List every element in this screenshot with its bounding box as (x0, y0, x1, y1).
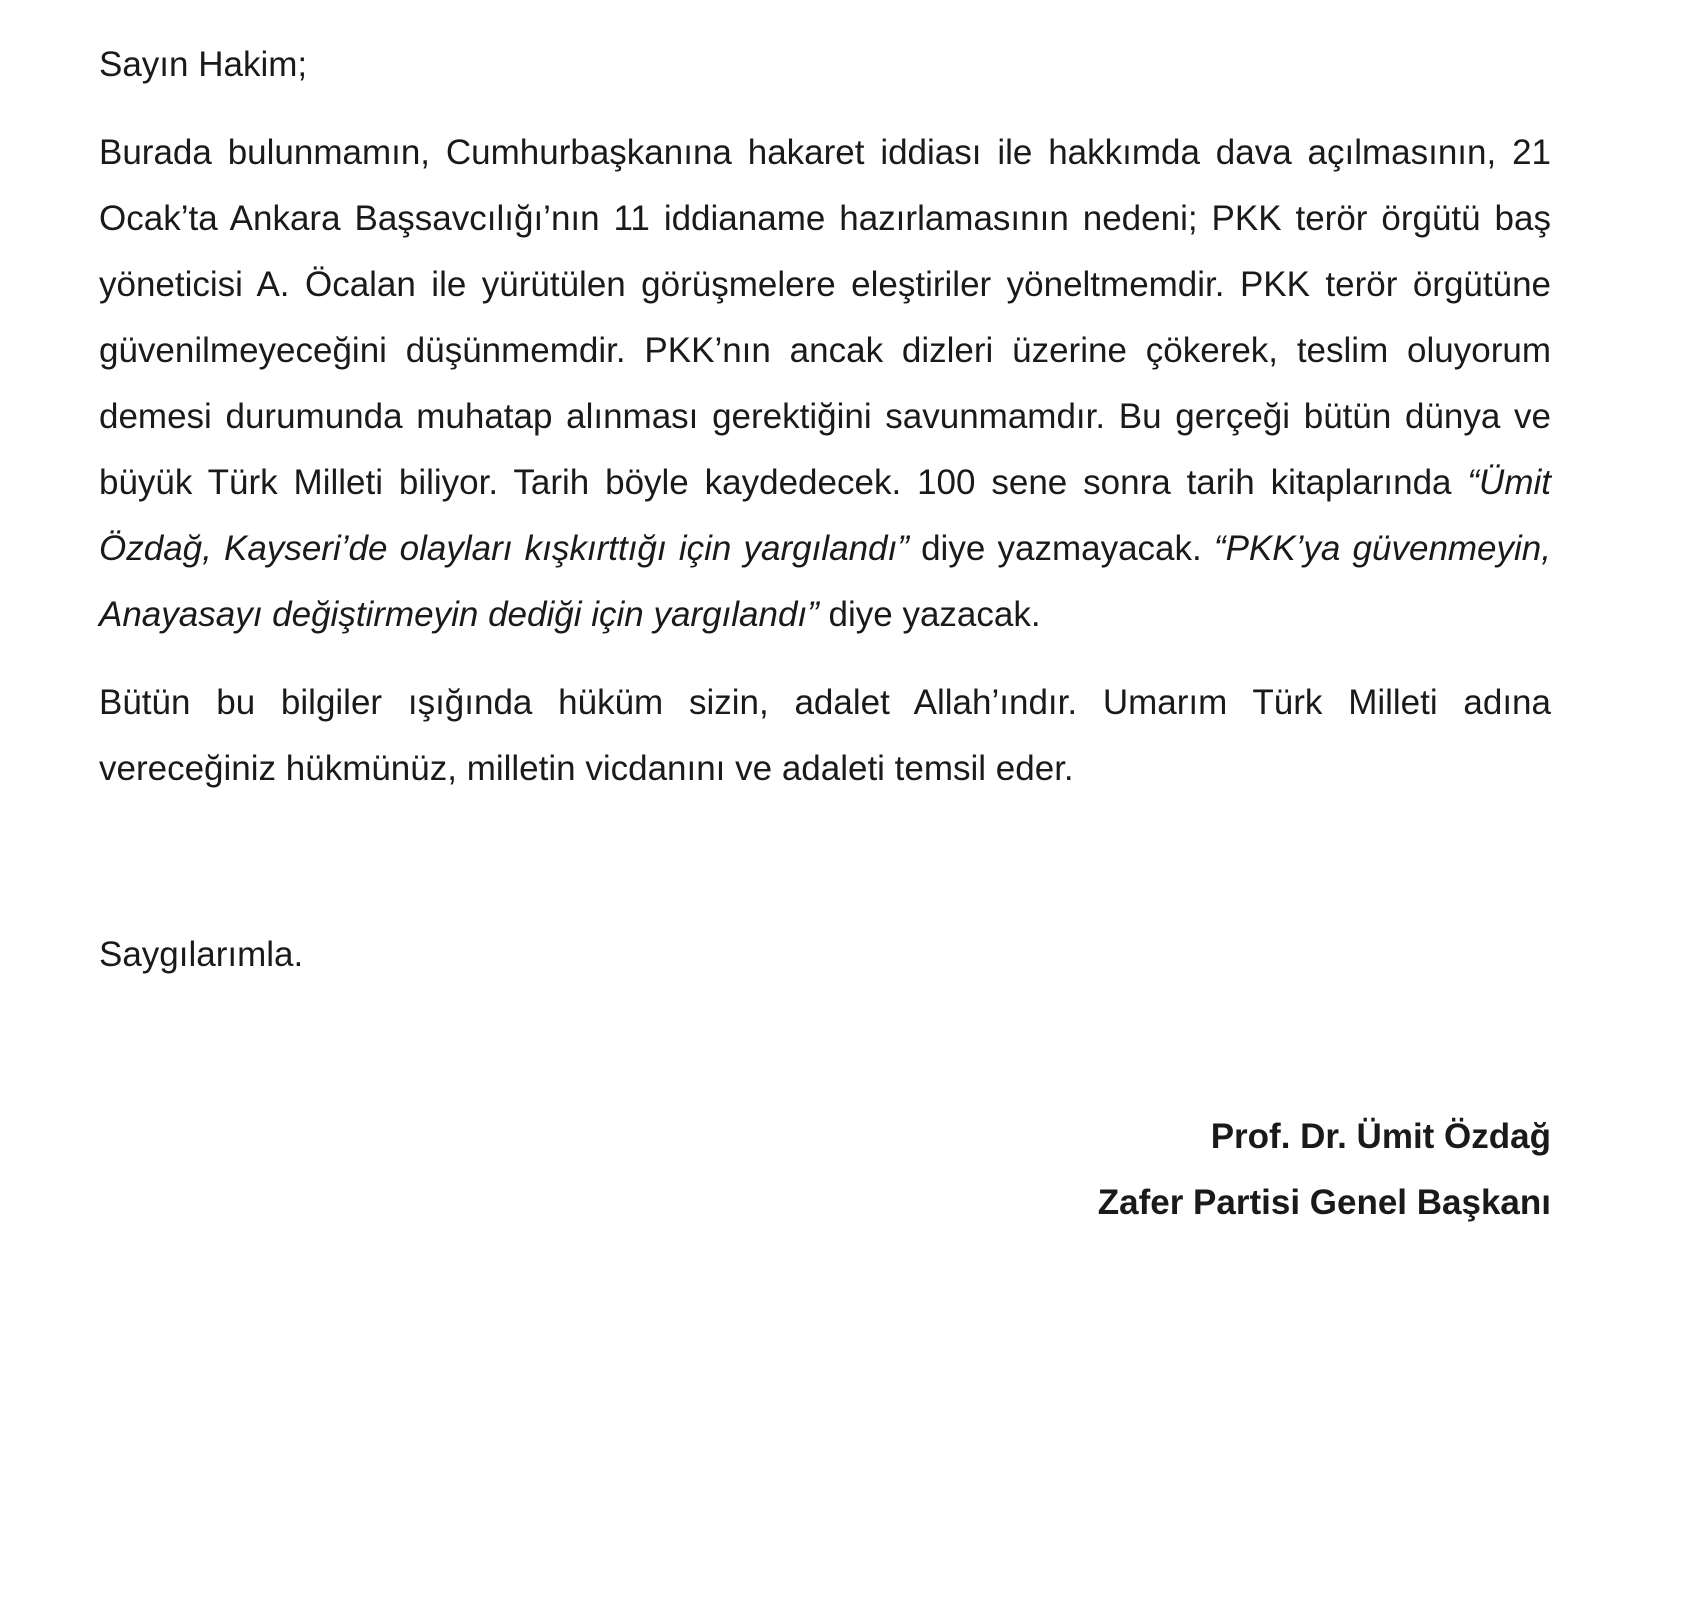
quote-2: “PKK’ya güvenmeyin, Anayasayı değiştirmeyin dediği için yargılandı” (99, 529, 1551, 634)
letter-body (99, 32, 1551, 1236)
paragraph-text-2: diye yazmayacak. (908, 529, 1214, 568)
signature-block (99, 1104, 1551, 1236)
signature-name: Prof. Dr. Ümit Özdağ (1210, 1117, 1551, 1156)
signature-title: Zafer Partisi Genel Başkanı (1097, 1183, 1551, 1222)
quote-1: “Ümit Özdağ, Kayseri’de olayları kışkırttığı için yargılandı” (99, 463, 1551, 568)
paragraph-text-3: diye yazacak. (818, 595, 1041, 634)
paragraph-text-1: Burada bulunmamın, Cumhurbaşkanına hakaret iddiası ile hakkımda dava açılmasının, 21 Ocak’ta Ankara Başsavcılığı’nın 11 iddianame hazırlamasının nedeni; PKK terör örgütü baş yöneticisi A. Öcalan ile yürütülen görüşmelere eleştiriler yöneltmemdir. PKK terör örgütüne güvenilmeyeceğini düşünmemdir. PKK’nın ancak dizleri üzerine çökerek, teslim oluyorum demesi durumunda muhatap alınması gerektiğini savunmamdır. Bu gerçeği bütün dünya ve büyük Türk Milleti biliyor. Tarih böyle kaydedecek. 100 sene sonra tarih kitaplarında (99, 133, 1551, 502)
closing: Saygılarımla. (99, 935, 304, 974)
paragraph-main (99, 120, 1551, 648)
paragraph-second: Bütün bu bilgiler ışığında hüküm sizin, adalet Allah’ındır. Umarım Türk Milleti adına vereceğiniz hükmünüz, milletin vicdanını ve adaleti temsil eder. (99, 683, 1551, 788)
salutation: Sayın Hakim; (99, 45, 308, 84)
